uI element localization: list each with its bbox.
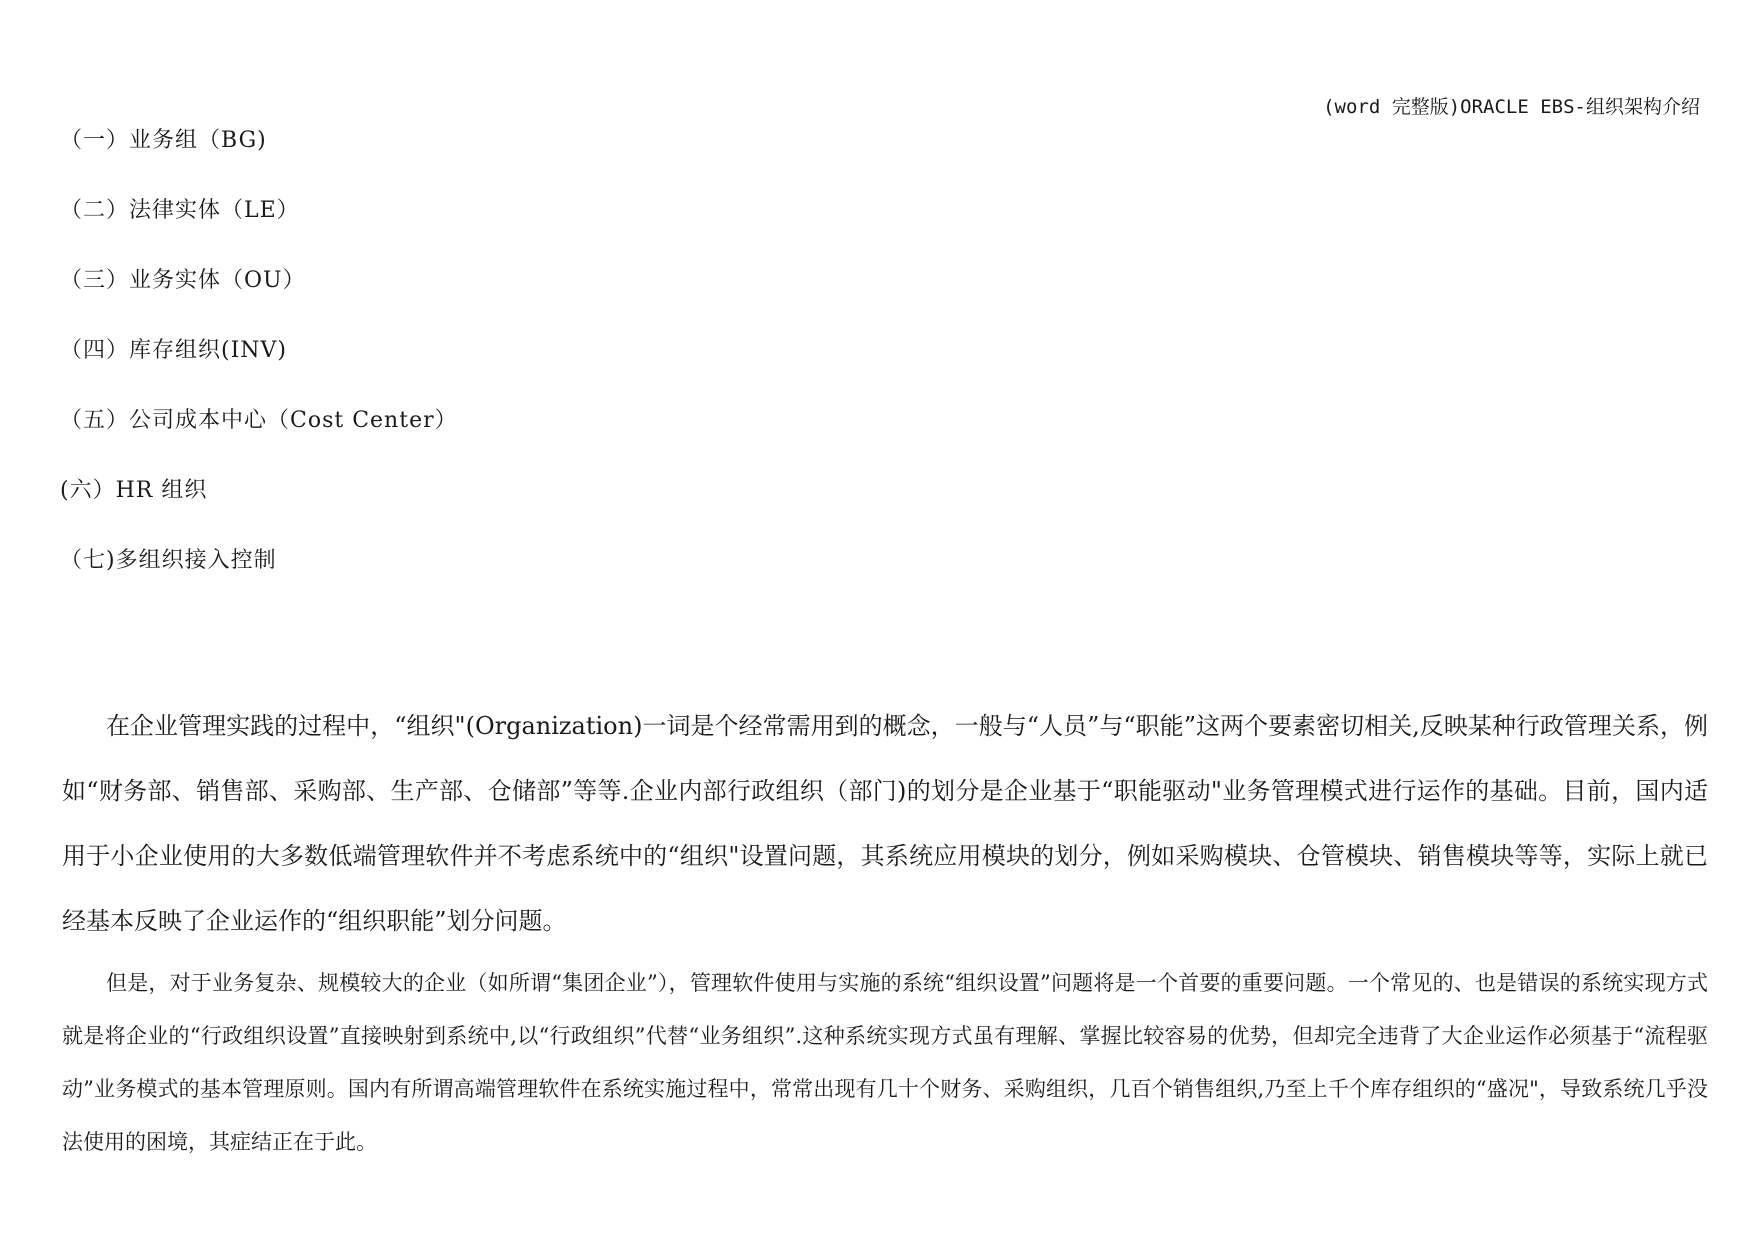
body-paragraph-2: 但是，对于业务复杂、规模较大的企业（如所谓“集团企业”），管理软件使用与实施的系统“组织设置”问题将是一个首要的重要问题。一个常见的、也是错误的系统实现方式就是将企业的“行政组织设置”直接映射到系统中,以“行政组织”代替“业务组织”.这种系统实现方式虽有理解、掌握比较容易的优势，但却完全违背了大企业运作必须基于“流程驱动”业务模式的基本管理原则。国内有所谓高端管理软件在系统实施过程中，常常出现有几十个财务、采购组织，几百个销售组织,乃至上千个库存组织的“盛况"，导致系统几乎没法使用的困境，其症结正在于此。 (62, 971, 1708, 1154)
body-paragraph-1: 在企业管理实践的过程中，“组织"(Organization)一词是个经常需用到的概念，一般与“人员”与“职能”这两个要素密切相关,反映某种行政管理关系，例如“财务部、销售部、采购部、生产部、仓储部”等等.企业内部行政组织（部门)的划分是企业基于“职能驱动"业务管理模式进行运作的基础。目前，国内适用于小企业使用的大多数低端管理软件并不考虑系统中的“组织"设置问题，其系统应用模块的划分，例如采购模块、仓管模块、销售模块等等，实际上就已经基本反映了企业运作的“组织职能”划分问题。 (62, 712, 1708, 935)
toc-item-bg: （一）业务组（BG) (60, 128, 267, 153)
toc-item-hr: (六）HR 组织 (60, 478, 208, 503)
toc-item-ou: （三）业务实体（OU） (60, 268, 306, 293)
toc-item-cost-center: （五）公司成本中心（Cost Center） (60, 408, 458, 433)
toc-item-access-control: （七)多组织接入控制 (60, 548, 277, 573)
toc-item-le: （二）法律实体（LE） (60, 198, 300, 223)
table-of-contents (60, 126, 458, 616)
document-header: (word 完整版)ORACLE EBS-组织架构介绍 (1323, 96, 1700, 118)
toc-item-inv: （四）库存组织(INV) (60, 338, 287, 363)
